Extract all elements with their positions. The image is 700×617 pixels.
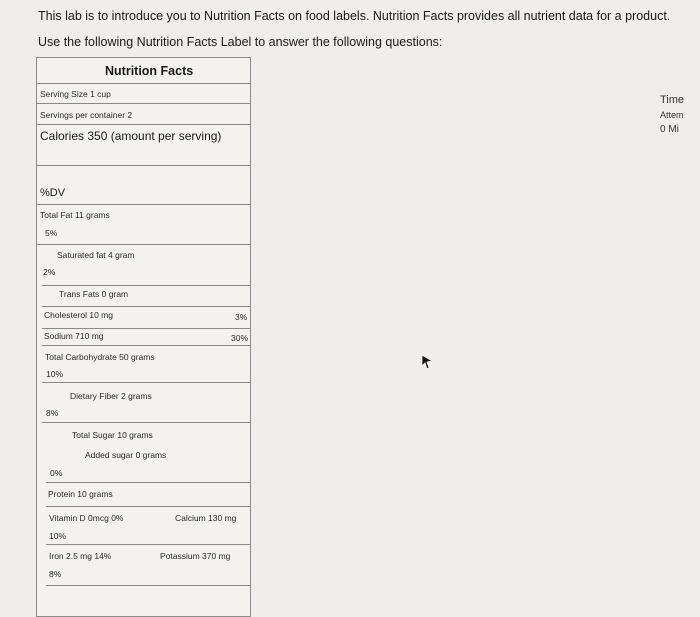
total-carbohydrate: Total Carbohydrate 50 grams: [45, 352, 155, 362]
divider: [42, 422, 250, 423]
divider: [46, 482, 250, 483]
cholesterol-dv: 3%: [235, 312, 248, 322]
sugar-dv: 0%: [50, 468, 63, 478]
cholesterol: Cholesterol 10 mg: [44, 310, 113, 320]
total-fat-dv: 5%: [45, 228, 58, 238]
sodium-dv: 30%: [231, 333, 249, 343]
sodium: Sodium 710 mg: [44, 331, 104, 341]
intro-line-1: This lab is to introduce you to Nutrition Facts on food labels. Nutrition Facts provides all nutrient data for a product.: [38, 9, 671, 23]
total-fat: Total Fat 11 grams: [40, 210, 110, 220]
potassium-dv: 8%: [49, 569, 62, 579]
total-sugar: Total Sugar 10 grams: [72, 430, 153, 440]
divider: [37, 103, 250, 104]
protein: Protein 10 grams: [48, 489, 113, 499]
divider: [37, 244, 250, 245]
label-title: Nutrition Facts: [105, 64, 194, 78]
added-sugar: Added sugar 0 grams: [85, 450, 167, 460]
minutes-label: 0 Mi: [660, 124, 679, 135]
dietary-fiber: Dietary Fiber 2 grams: [70, 391, 152, 401]
divider: [46, 585, 250, 586]
trans-fat: Trans Fats 0 gram: [59, 289, 129, 299]
calcium-dv: 10%: [49, 531, 67, 541]
servings-per-container: Servings per container 2: [40, 110, 133, 120]
calcium: Calcium 130 mg: [175, 513, 237, 523]
divider: [46, 506, 250, 507]
vitamin-d: Vitamin D 0mcg 0%: [49, 513, 124, 523]
potassium: Potassium 370 mg: [160, 551, 231, 561]
saturated-fat-dv: 2%: [43, 267, 56, 277]
divider: [37, 165, 250, 166]
divider: [37, 83, 250, 84]
divider: [42, 328, 250, 329]
divider: [46, 544, 250, 545]
serving-size: Serving Size 1 cup: [40, 89, 111, 99]
dietary-fiber-dv: 8%: [46, 408, 59, 418]
iron: Iron 2.5 mg 14%: [49, 551, 112, 561]
divider: [42, 382, 250, 383]
calories: Calories 350 (amount per serving): [40, 129, 222, 143]
divider: [42, 285, 250, 286]
timer-label: Time: [660, 94, 685, 106]
divider: [42, 306, 250, 307]
nutrition-facts-label: [36, 57, 251, 617]
divider: [37, 204, 250, 205]
divider: [37, 124, 250, 125]
dv-header: %DV: [40, 187, 66, 199]
intro-line-2: Use the following Nutrition Facts Label to answer the following questions:: [38, 35, 443, 49]
attempt-label: Attem: [660, 110, 684, 120]
divider: [42, 345, 250, 346]
mouse-cursor-icon: [420, 354, 434, 370]
saturated-fat: Saturated fat 4 gram: [57, 250, 135, 260]
timer-panel: [660, 94, 700, 139]
total-carbohydrate-dv: 10%: [46, 369, 64, 379]
